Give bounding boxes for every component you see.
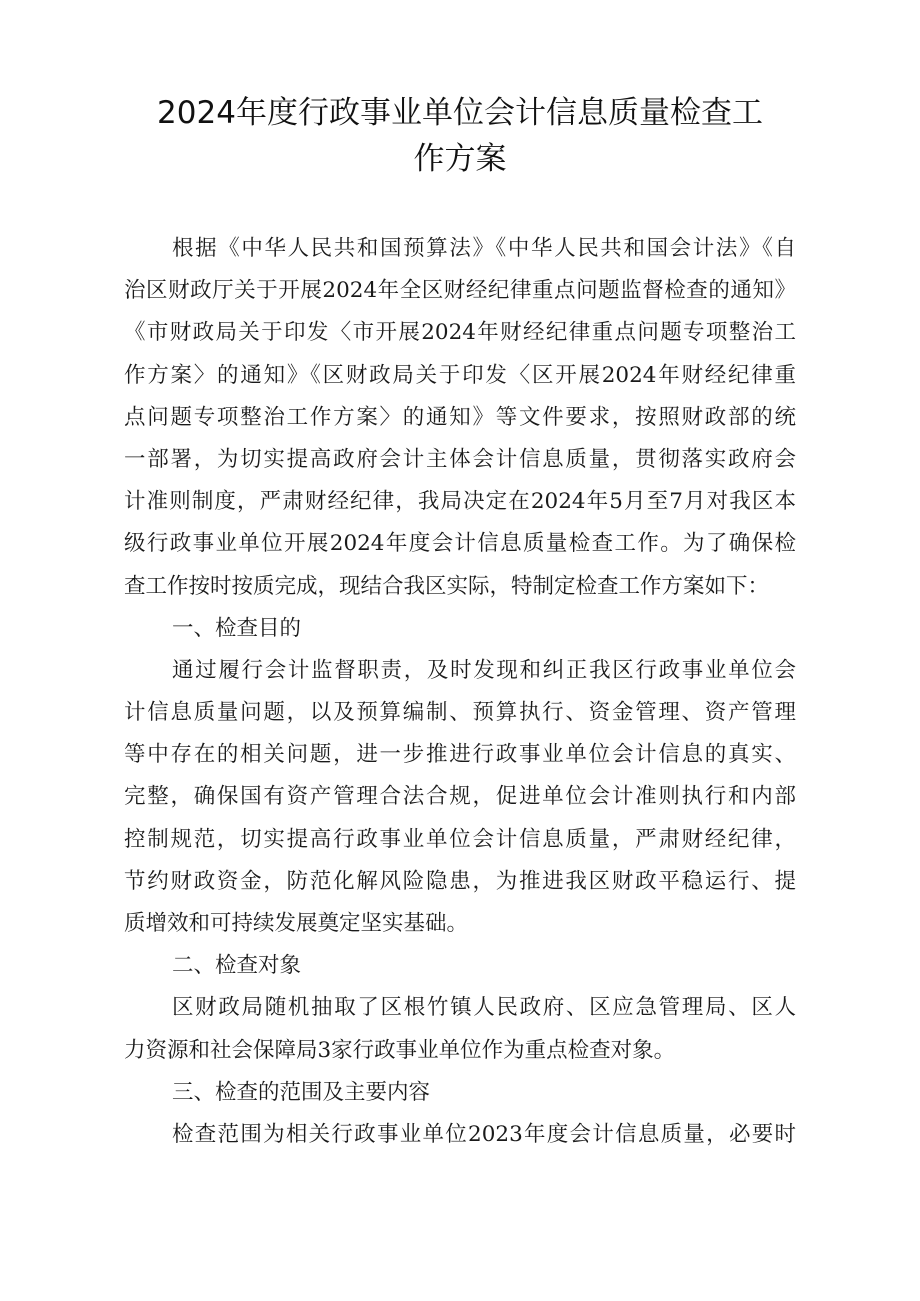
paragraph-line: 节约财政资金，防范化解风险隐患，为推进我区财政平稳运行、提 xyxy=(124,868,796,894)
paragraph-line: 力资源和社会保障局3家行政事业单位作为重点检查对象。 xyxy=(124,1037,676,1063)
document-title xyxy=(120,90,800,182)
paragraph-line: 点问题专项整治工作方案〉的通知》等文件要求，按照财政部的统 xyxy=(124,404,796,430)
document-body xyxy=(124,228,804,1156)
title-line: 作方案 xyxy=(413,141,507,177)
paragraph-line: 控制规范，切实提高行政事业单位会计信息质量，严肃财经纪律， xyxy=(124,826,796,852)
paragraph-line: 计准则制度，严肃财经纪律，我局决定在2024年5月至7月对我区本 xyxy=(124,489,796,515)
paragraph-line: 通过履行会计监督职责，及时发现和纠正我区行政事业单位会 xyxy=(172,657,796,683)
paragraph-line: 等中存在的相关问题，进一步推进行政事业单位会计信息的真实、 xyxy=(124,742,796,768)
paragraph-line: 一部署，为切实提高政府会计主体会计信息质量，贯彻落实政府会 xyxy=(124,446,796,472)
paragraph-line: 检查范围为相关行政事业单位2023年度会计信息质量，必要时 xyxy=(172,1121,796,1147)
paragraph-line: 完整，确保国有资产管理合法合规，促进单位会计准则执行和内部 xyxy=(124,784,796,810)
paragraph-line: 级行政事业单位开展2024年度会计信息质量检查工作。为了确保检 xyxy=(124,531,796,557)
paragraph-line: 《市财政局关于印发〈市开展2024年财经纪律重点问题专项整治工 xyxy=(124,320,796,346)
title-line: 2024年度行政事业单位会计信息质量检查工 xyxy=(157,95,763,131)
paragraph-line: 作方案〉的通知》《区财政局关于印发〈区开展2024年财经纪律重 xyxy=(124,362,796,388)
section-heading: 三、检查的范围及主要内容 xyxy=(172,1079,431,1105)
section-heading: 一、检查目的 xyxy=(172,615,302,641)
paragraph-line: 查工作按时按质完成，现结合我区实际，特制定检查工作方案如下： xyxy=(124,573,770,599)
paragraph-line: 根据《中华人民共和国预算法》《中华人民共和国会计法》《自 xyxy=(172,236,796,261)
paragraph-line: 质增效和可持续发展奠定坚实基础。 xyxy=(124,911,469,936)
paragraph-line: 治区财政厅关于开展2024年全区财经纪律重点问题监督检查的通知》 xyxy=(124,278,796,304)
section-heading: 二、检查对象 xyxy=(172,953,302,979)
paragraph-line: 计信息质量问题，以及预算编制、预算执行、资金管理、资产管理 xyxy=(124,700,796,726)
paragraph-line: 区财政局随机抽取了区根竹镇人民政府、区应急管理局、区人 xyxy=(172,995,796,1021)
